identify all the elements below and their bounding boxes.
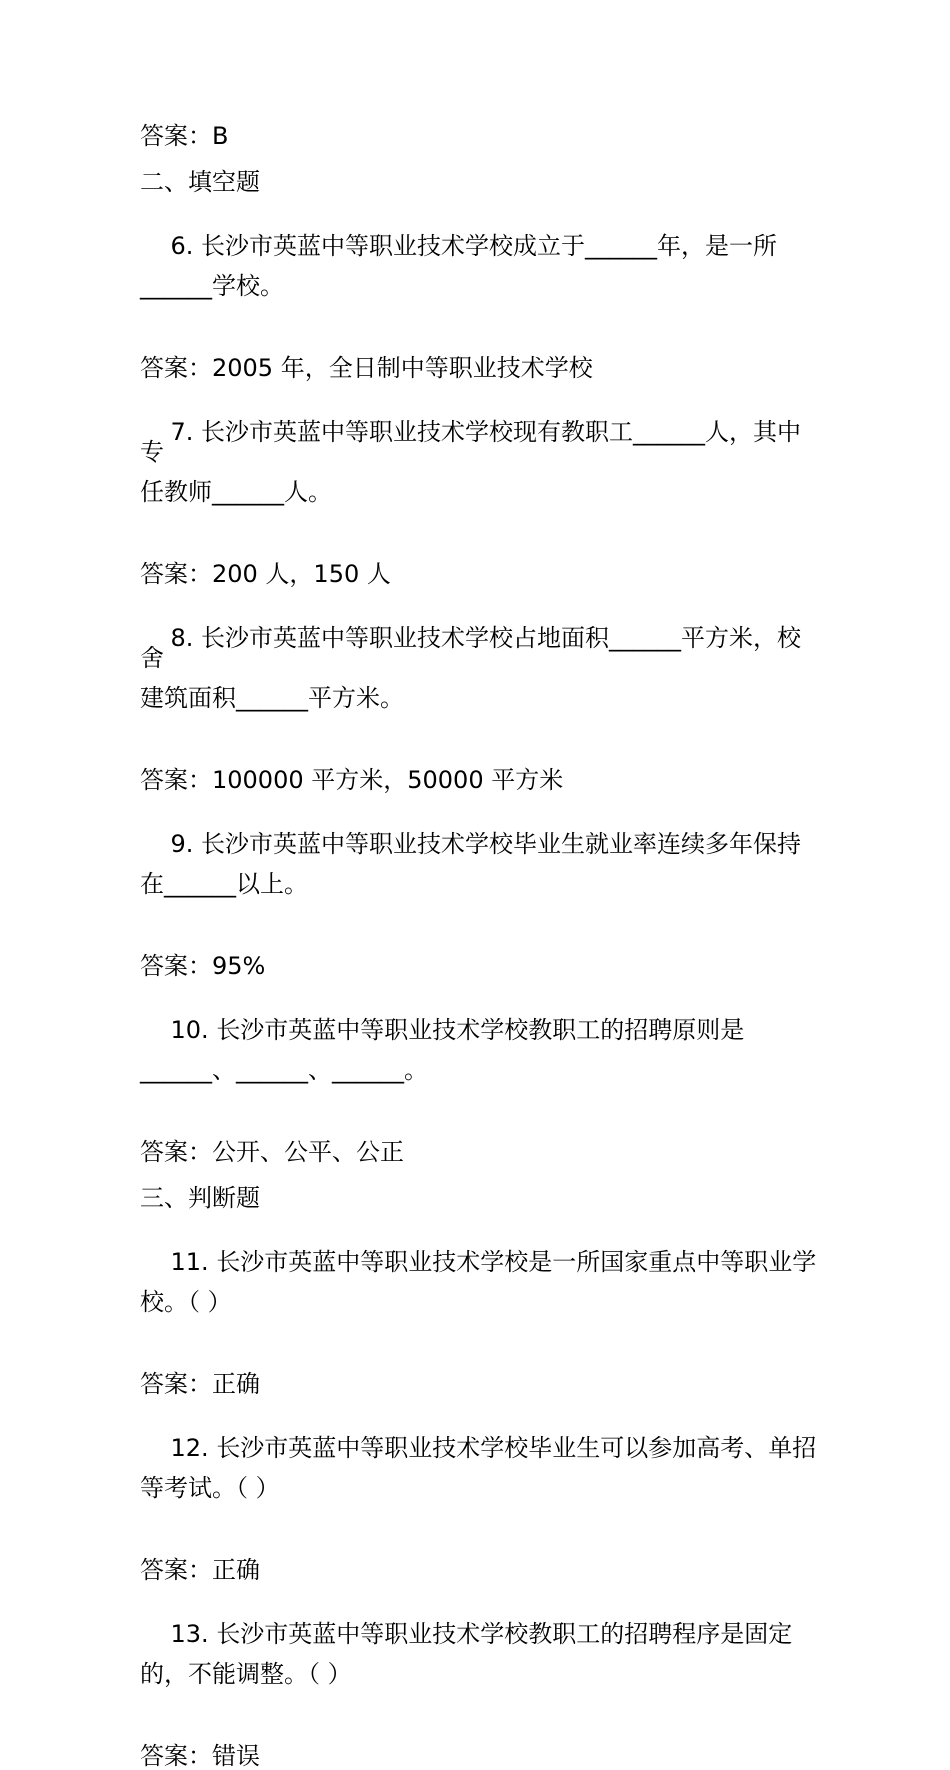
question-10-line2: ______、______、______。 [140,1056,428,1084]
question-12-line2: 等考试。（ ） [140,1474,280,1502]
question-8-line2: 建筑面积______平方米。 [140,684,404,712]
answer-9: 答案：95% [140,952,266,980]
question-6 [140,216,820,336]
question-7 [140,402,820,542]
section-fill-blank-title: 二、填空题 [140,168,260,196]
section-true-false-title: 三、判断题 [140,1184,260,1212]
question-12-line1: 12. 长沙市英蓝中等职业技术学校毕业生可以参加高考、单招 [170,1434,817,1462]
answer-12: 答案：正确 [140,1556,260,1584]
question-8-line1: 8. 长沙市英蓝中等职业技术学校占地面积______平方米，校舍 [140,624,802,672]
question-7-line2: 任教师______人。 [140,478,332,506]
question-13-line1: 13. 长沙市英蓝中等职业技术学校教职工的招聘程序是固定 [170,1620,793,1648]
question-13 [140,1604,820,1724]
question-6-line1: 6. 长沙市英蓝中等职业技术学校成立于______年，是一所 [170,232,778,260]
answer-10: 答案：公开、公平、公正 [140,1138,404,1166]
question-10-line1: 10. 长沙市英蓝中等职业技术学校教职工的招聘原则是 [170,1016,745,1044]
question-6-line2: ______学校。 [140,272,284,300]
answer-13: 答案：错误 [140,1742,260,1770]
question-13-line2: 的，不能调整。（ ） [140,1660,352,1688]
answer-8: 答案：100000 平方米，50000 平方米 [140,766,564,794]
question-9 [140,814,820,934]
question-11-line2: 校。（ ） [140,1288,232,1316]
question-11-line1: 11. 长沙市英蓝中等职业技术学校是一所国家重点中等职业学 [170,1248,817,1276]
question-7-line1: 7. 长沙市英蓝中等职业技术学校现有教职工______人，其中专 [140,418,802,466]
question-9-line1: 9. 长沙市英蓝中等职业技术学校毕业生就业率连续多年保持 [170,830,802,858]
answer-7: 答案：200 人，150 人 [140,560,391,588]
document-page [140,124,820,1768]
answer-6: 答案：2005 年，全日制中等职业技术学校 [140,354,593,382]
question-10 [140,1000,820,1120]
question-8 [140,608,820,748]
question-11 [140,1232,820,1352]
answer-prev: 答案：B [140,122,229,150]
question-9-line2: 在______以上。 [140,870,308,898]
answer-11: 答案：正确 [140,1370,260,1398]
question-12 [140,1418,820,1538]
